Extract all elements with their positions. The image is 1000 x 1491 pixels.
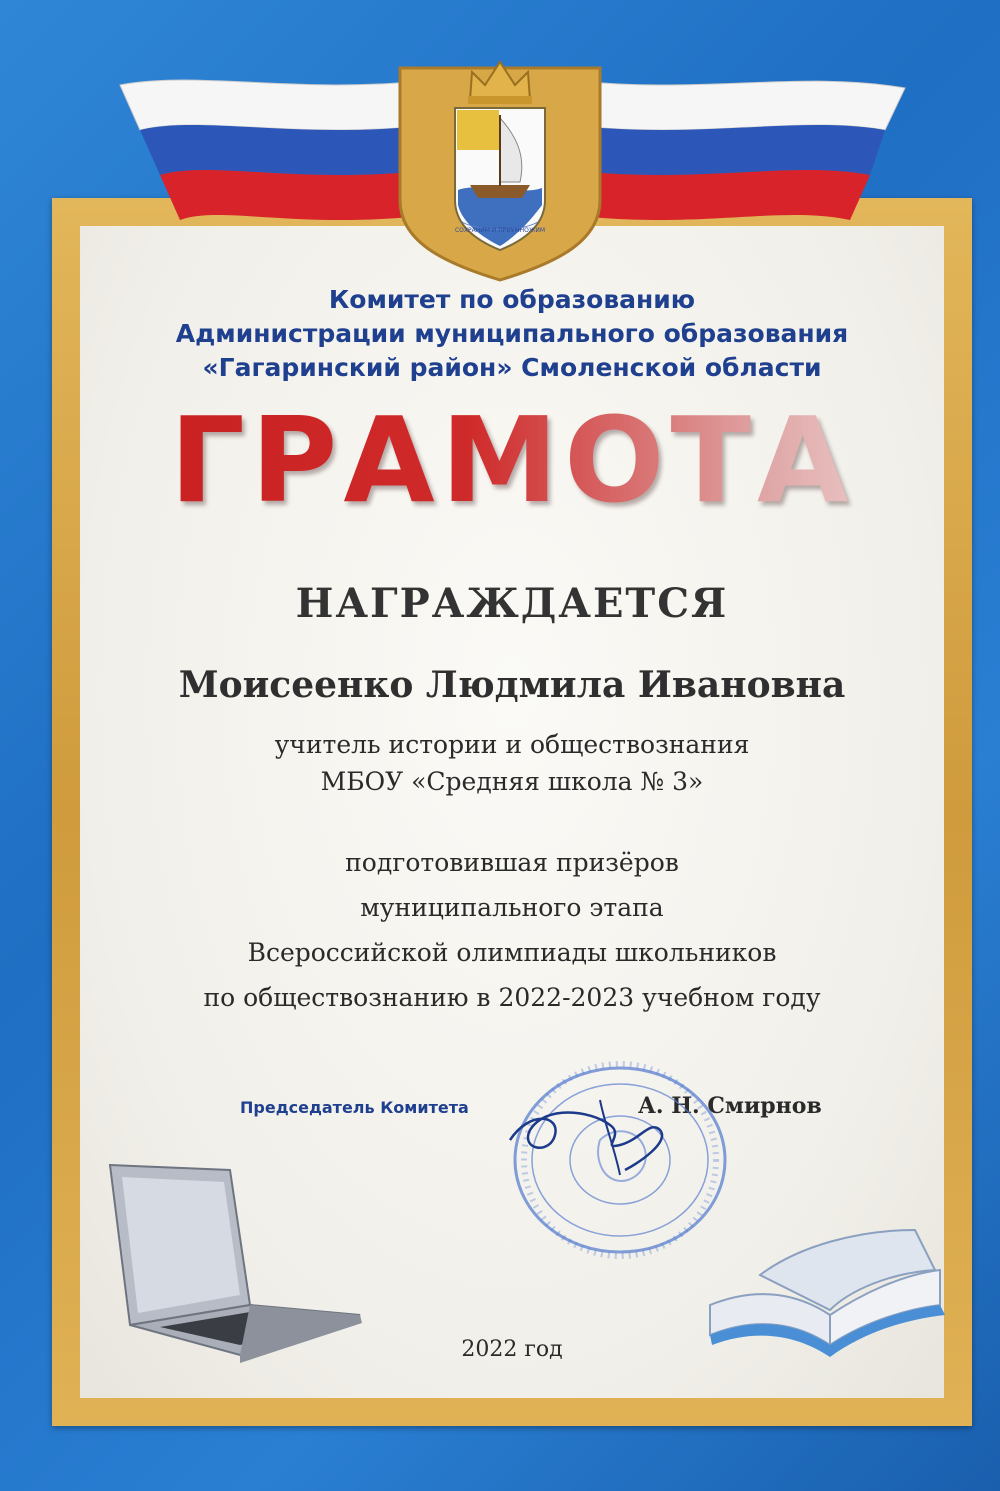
chair-name: А. Н. Смирнов bbox=[638, 1093, 822, 1119]
signature-icon bbox=[500, 1090, 680, 1180]
certificate-title: ГРАМОТА bbox=[80, 395, 944, 525]
coat-of-arms-icon bbox=[400, 62, 600, 280]
flag-left bbox=[120, 80, 430, 220]
reason-line-3: Всероссийской олимпиады школьников bbox=[247, 938, 777, 967]
issue-year: 2022 год bbox=[461, 1337, 563, 1362]
laptop-icon bbox=[100, 1155, 370, 1365]
committee-line-1: Комитет по образованию bbox=[328, 285, 696, 314]
reason-line-2: муниципального этапа bbox=[360, 893, 664, 922]
awarded-heading: НАГРАЖДАЕТСЯ bbox=[295, 580, 729, 627]
awardee-position bbox=[80, 726, 944, 800]
committee-header bbox=[80, 283, 944, 385]
reason-line-4: по обществознанию в 2022-2023 учебном году bbox=[203, 983, 821, 1012]
chair-label: Председатель Комитета bbox=[240, 1098, 469, 1117]
awardee-name: Моисеенко Людмила Ивановна bbox=[178, 664, 846, 706]
committee-line-2: Администрации муниципального образования bbox=[175, 319, 849, 348]
award-reason bbox=[80, 840, 944, 1020]
russian-flag-icon bbox=[0, 0, 1000, 300]
committee-line-3: «Гагаринский район» Смоленской области bbox=[202, 353, 822, 382]
coat-of-arms-motto: СОХРАНИМ И ПРИУМНОЖИМ bbox=[454, 227, 546, 234]
flag-right bbox=[570, 80, 905, 220]
position-line-1: учитель истории и обществознания bbox=[274, 730, 750, 759]
reason-line-1: подготовившая призёров bbox=[345, 848, 679, 877]
position-line-2: МБОУ «Средняя школа № 3» bbox=[320, 767, 704, 796]
